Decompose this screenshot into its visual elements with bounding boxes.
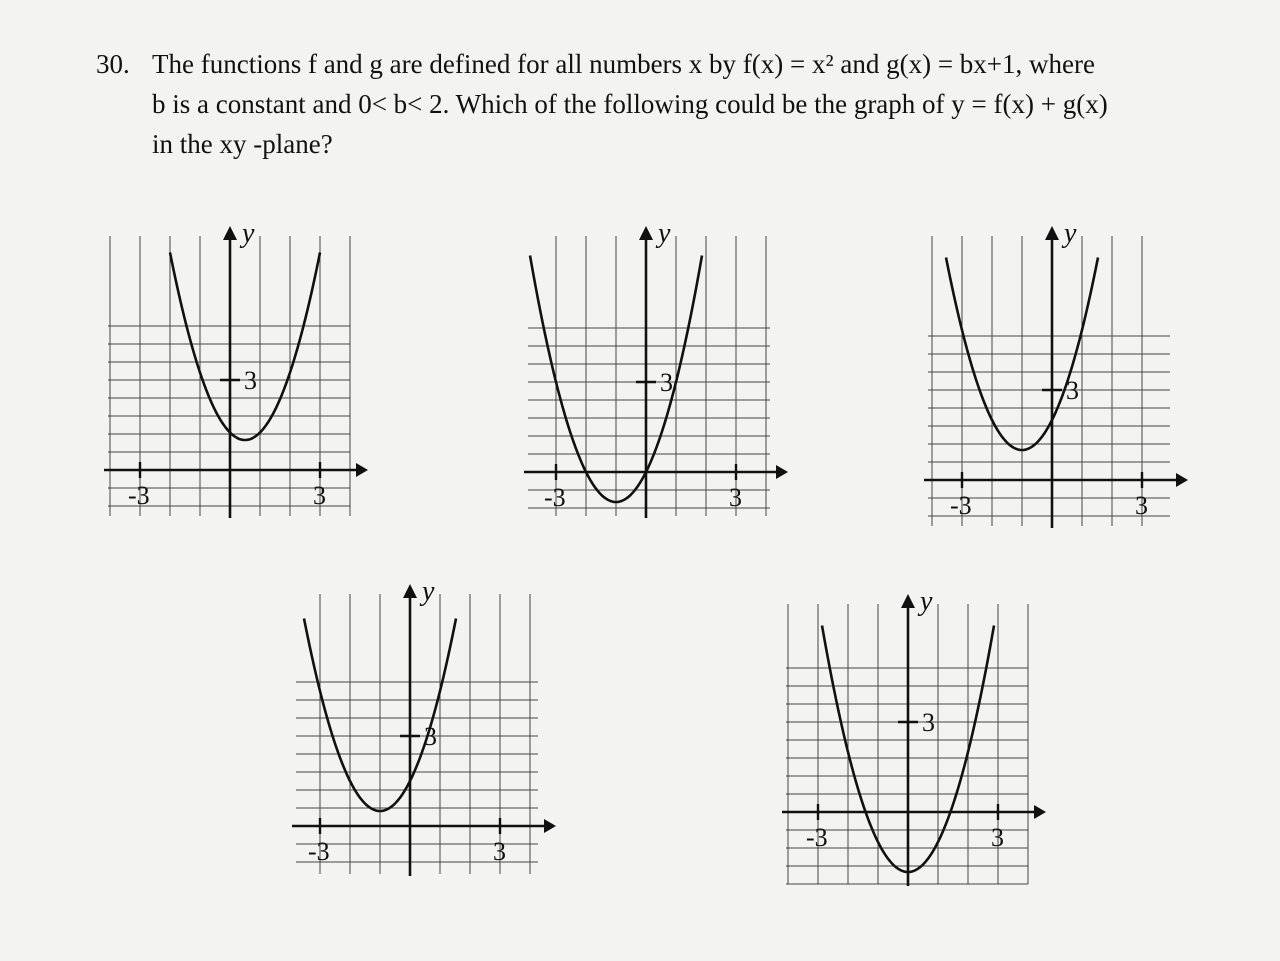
graph-e-y-label: y [920,586,933,617]
graph-a-tick-label-y: 3 [244,366,257,395]
graph-a-y-label: y [242,218,255,249]
graph-e-tick-label-x-pos: 3 [991,823,1004,852]
question-block [96,44,1196,164]
graph-c-y-label: y [1064,218,1077,249]
graph-d-tick-label-y: 3 [424,722,437,751]
graph-c-x-arrow-icon [1176,473,1188,487]
graph-a [100,218,370,522]
graph-b-tick-label-y: 3 [660,368,673,397]
graph-e [778,586,1048,890]
question-line-3 [96,124,1196,164]
question-number: 30. [96,49,130,79]
graph-b-tick-label-x-neg: -3 [544,483,566,512]
question-text-line-2: b is a constant and 0< b< 2. Which of the following could be the graph of y = f(x) + g(x) [152,89,1108,119]
graph-d-x-arrow-icon [544,819,556,833]
graph-d-y-arrow-icon [403,584,417,598]
graph-e-y-arrow-icon [901,594,915,608]
graph-c [920,218,1190,532]
graph-b-x-arrow-icon [776,465,788,479]
graph-e-tick-label-y: 3 [922,708,935,737]
question-line-1 [96,44,1196,84]
graph-b-y-label: y [658,218,671,249]
graph-e-tick-label-x-neg: -3 [806,823,828,852]
graph-c-tick-label-x-pos: 3 [1135,491,1148,520]
question-text-line-1: The functions f and g are defined for all numbers x by f(x) = x² and g(x) = bx+1, where [152,49,1095,79]
graph-c-tick-label-x-neg: -3 [950,491,972,520]
graph-b [520,218,790,522]
graph-c-y-arrow-icon [1045,226,1059,240]
graph-a-tick-label-x-pos: 3 [313,481,326,510]
graph-c-grid [928,236,1170,526]
graph-a-y-arrow-icon [223,226,237,240]
graph-b-grid [528,236,770,516]
graph-e-x-arrow-icon [1034,805,1046,819]
graph-a-tick-label-x-neg: -3 [128,481,150,510]
question-text-line-3: in the xy -plane? [152,129,333,159]
graph-b-tick-label-x-pos: 3 [729,483,742,512]
graph-c-tick-label-y: 3 [1066,376,1079,405]
graph-b-y-arrow-icon [639,226,653,240]
graph-d-tick-label-x-neg: -3 [308,837,330,866]
graph-d-y-label: y [422,576,435,607]
graph-a-x-arrow-icon [356,463,368,477]
graph-d [288,576,558,880]
question-line-2 [96,84,1196,124]
graph-d-tick-label-x-pos: 3 [493,837,506,866]
graph-a-curve [170,253,320,441]
